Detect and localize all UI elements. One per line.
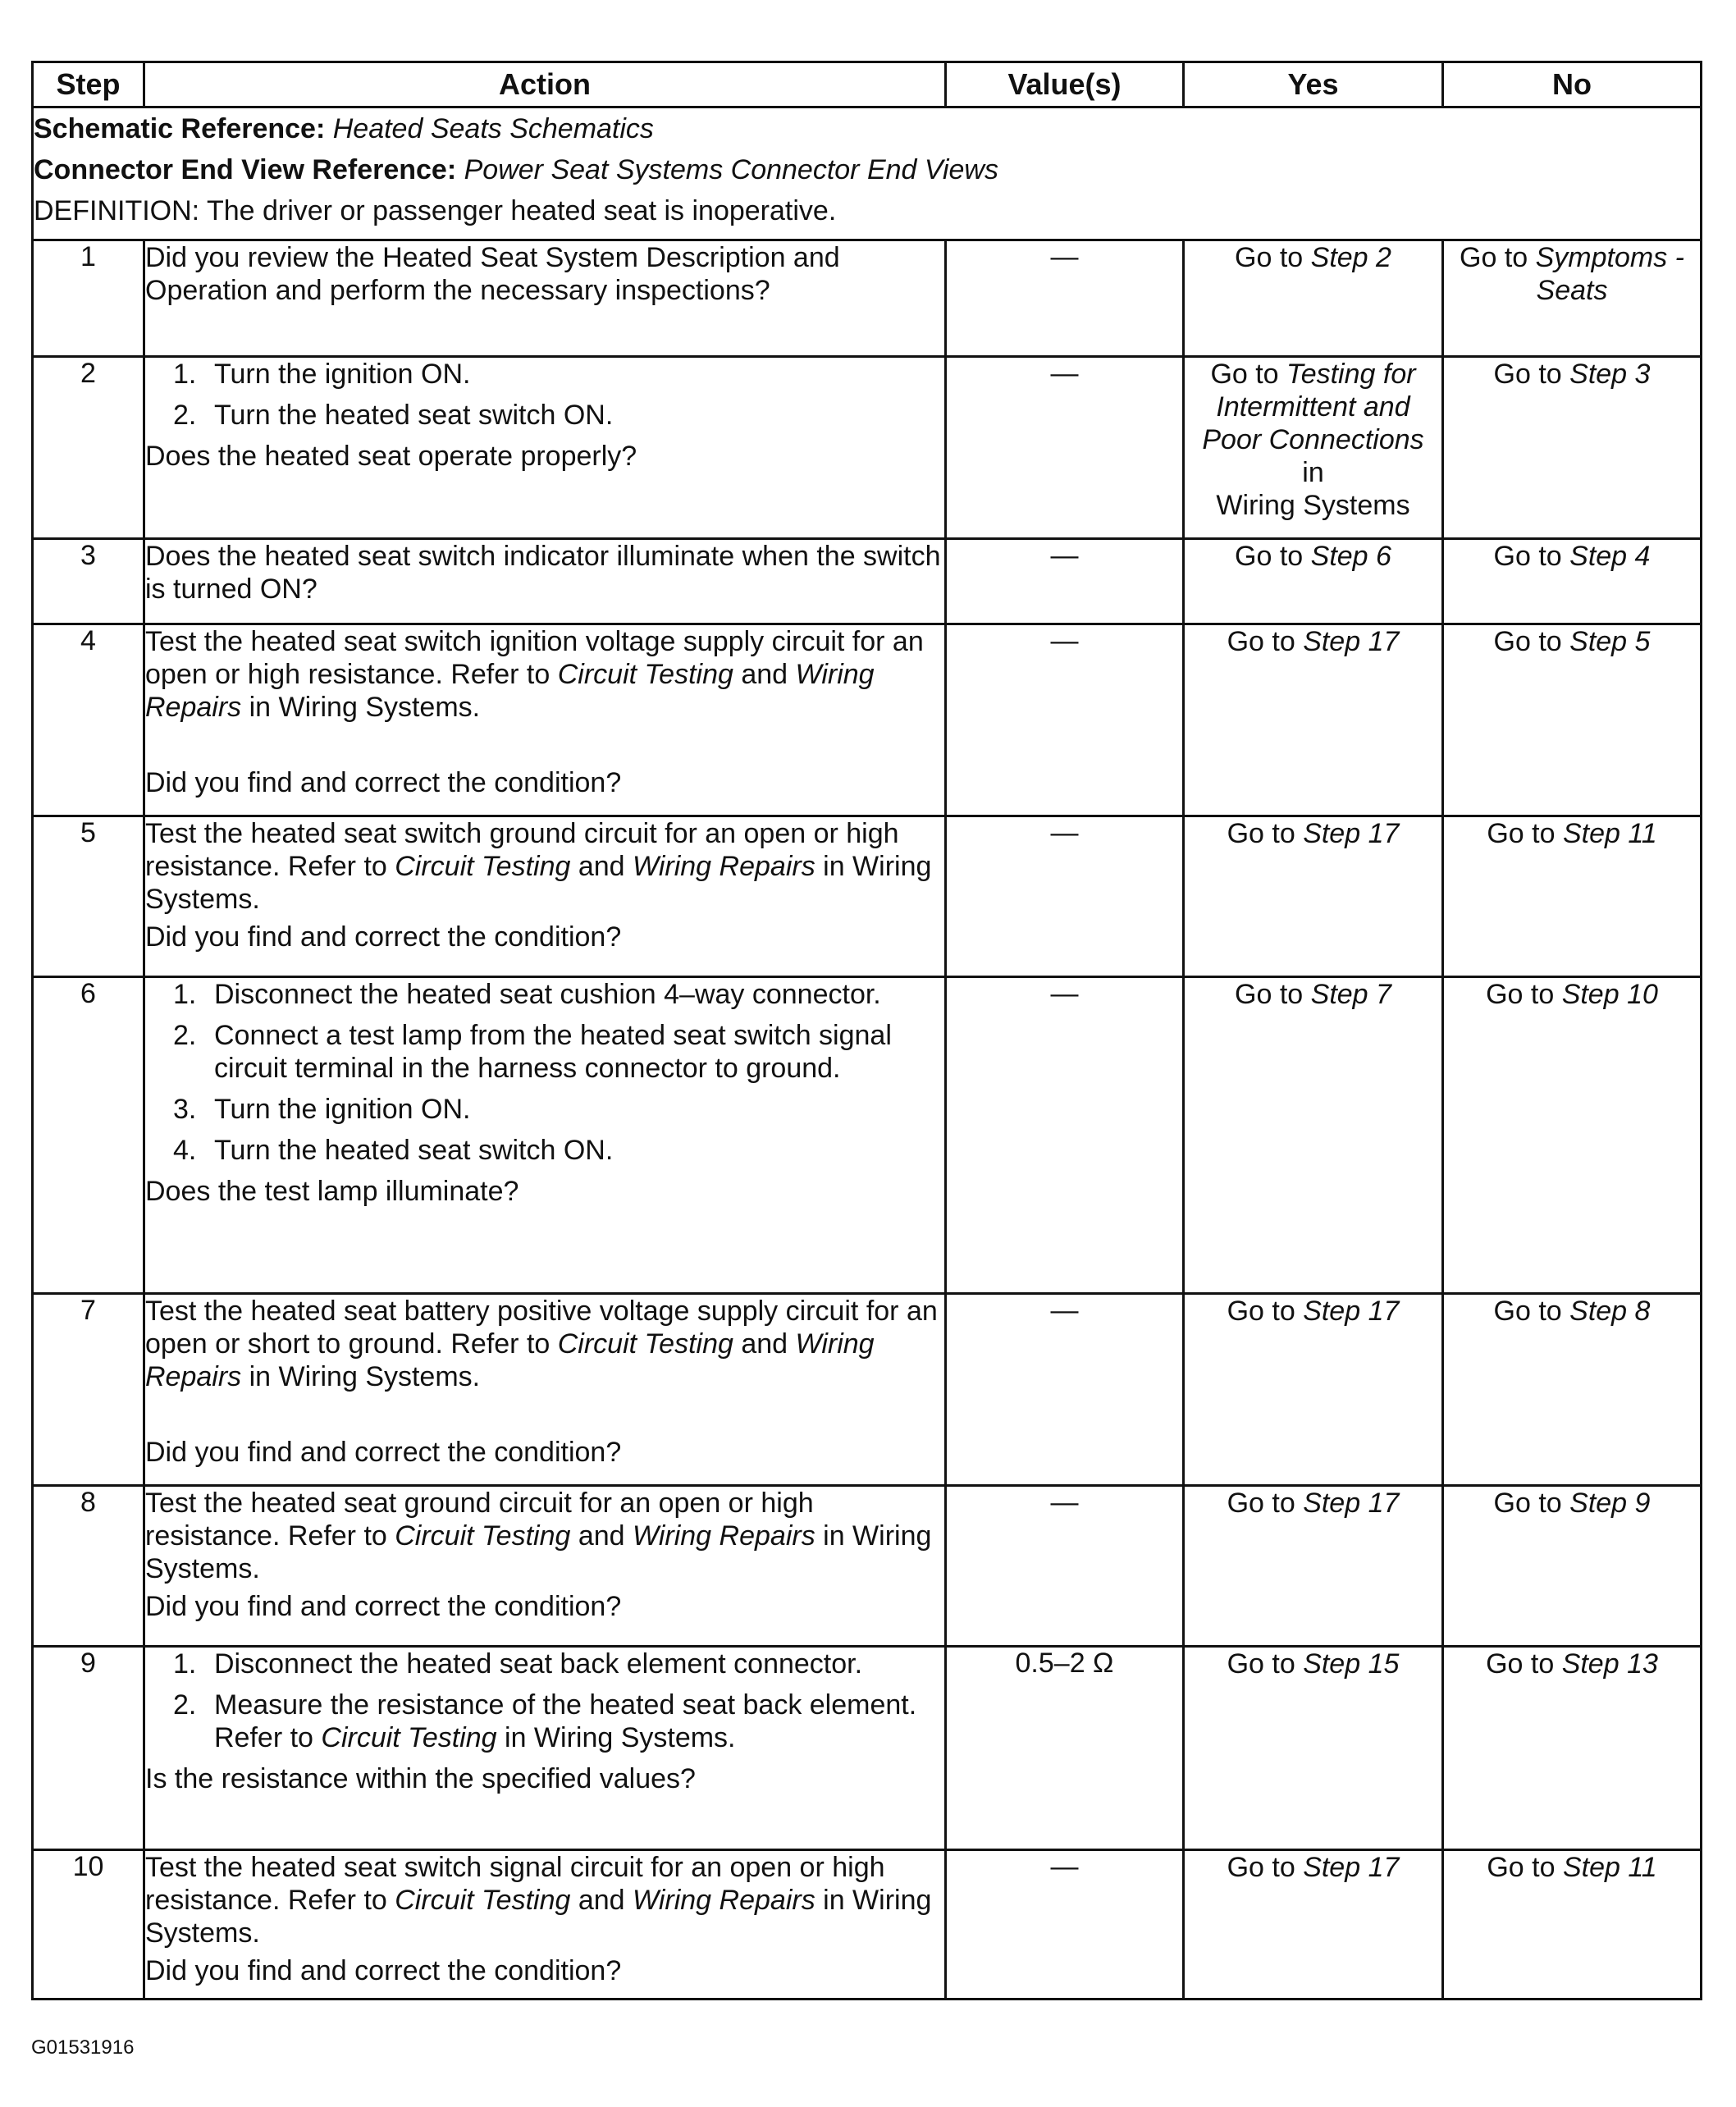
no-link[interactable]: Step 4: [1569, 541, 1651, 572]
step-number: 1: [33, 240, 144, 357]
circuit-testing-link[interactable]: Circuit Testing: [395, 1520, 571, 1552]
yes-link[interactable]: Step 17: [1303, 1488, 1400, 1519]
no-prefix: Go to: [1486, 1648, 1562, 1680]
action-question: Did you find and correct the condition?: [145, 921, 622, 953]
circuit-testing-link[interactable]: Circuit Testing: [557, 659, 733, 690]
no-cell: [1443, 1294, 1702, 1486]
table-row: [33, 1294, 1702, 1486]
yes-link[interactable]: Testing for Intermittent and Poor Connections: [1202, 359, 1424, 455]
yes-link[interactable]: Step 17: [1303, 1852, 1400, 1883]
action-cell: Test the heated seat switch ignition voltage supply circuit for an open or high resistance. Refer to Circuit Testing and Wiring Repairs in Wiring Systems. Did you find and correct the condition?: [144, 624, 946, 816]
yes-prefix: Go to: [1227, 1296, 1304, 1327]
no-cell: [1443, 624, 1702, 816]
no-link[interactable]: Step 13: [1561, 1648, 1658, 1680]
action-cell: [144, 240, 946, 357]
table-row: [33, 539, 1702, 624]
table-row: [33, 624, 1702, 816]
action-cell: [144, 539, 946, 624]
schematic-reference-link[interactable]: Heated Seats Schematics: [332, 113, 654, 144]
yes-link[interactable]: Step 15: [1303, 1648, 1400, 1680]
value-cell: —: [946, 816, 1184, 977]
no-prefix: Go to: [1493, 1488, 1570, 1519]
header-no: No: [1443, 62, 1702, 107]
value-cell: —: [946, 539, 1184, 624]
action-cell: [144, 357, 946, 539]
wiring-repairs-link[interactable]: Wiring Repairs: [633, 851, 815, 882]
value-cell: —: [946, 1850, 1184, 2000]
list-item: 4. Turn the heated seat switch ON.: [173, 1135, 614, 1166]
yes-cell: [1184, 1850, 1443, 2000]
figure-id: G01531916: [31, 2036, 135, 2059]
connector-reference-link[interactable]: Power Seat Systems Connector End Views: [464, 154, 998, 185]
action-question: Did you find and correct the condition?: [145, 767, 622, 798]
yes-cell: [1184, 1647, 1443, 1850]
yes-link[interactable]: Step 2: [1310, 242, 1391, 273]
action-list: [145, 358, 944, 432]
yes-prefix: Go to: [1227, 1488, 1304, 1519]
list-item: 2. Measure the resistance of the heated seat back element. Refer to Circuit Testing in Wiring Systems.: [173, 1689, 917, 1753]
yes-link[interactable]: Step 17: [1303, 1296, 1400, 1327]
circuit-testing-link[interactable]: Circuit Testing: [557, 1328, 733, 1360]
yes-cell: [1184, 624, 1443, 816]
table-row: [33, 240, 1702, 357]
table-row: [33, 816, 1702, 977]
header-action: Action: [144, 62, 946, 107]
yes-prefix: Go to: [1235, 979, 1311, 1010]
yes-prefix: Go to: [1227, 1852, 1304, 1883]
action-question: Did you find and correct the condition?: [145, 1437, 622, 1468]
action-question: Is the resistance within the specified values?: [145, 1763, 696, 1794]
header-row: [33, 62, 1702, 107]
yes-cell: [1184, 357, 1443, 539]
action-cell: Test the heated seat battery positive voltage supply circuit for an open or short to ground. Refer to Circuit Testing and Wiring Repairs in Wiring Systems. Did you find and correct the condition?: [144, 1294, 946, 1486]
connector-reference-label: Connector End View Reference:: [34, 154, 457, 185]
value-cell: —: [946, 624, 1184, 816]
value-cell: —: [946, 240, 1184, 357]
no-link[interactable]: Step 11: [1562, 818, 1657, 849]
schematic-reference-label: Schematic Reference:: [34, 113, 326, 144]
yes-link[interactable]: Step 17: [1303, 626, 1400, 657]
action-question: Did you find and correct the condition?: [145, 1591, 622, 1622]
step-number: 2: [33, 357, 144, 539]
yes-prefix: Go to: [1227, 626, 1304, 657]
value-cell: —: [946, 357, 1184, 539]
yes-suffix-2: Wiring Systems: [1216, 490, 1410, 521]
no-link[interactable]: Step 3: [1569, 359, 1651, 390]
no-prefix: Go to: [1486, 979, 1562, 1010]
no-link[interactable]: Step 8: [1569, 1296, 1651, 1327]
step-number: 5: [33, 816, 144, 977]
no-cell: [1443, 1647, 1702, 1850]
no-link[interactable]: Symptoms - Seats: [1535, 242, 1684, 306]
no-cell: [1443, 539, 1702, 624]
no-cell: [1443, 240, 1702, 357]
step-number: 7: [33, 1294, 144, 1486]
no-cell: [1443, 357, 1702, 539]
circuit-testing-link[interactable]: Circuit Testing: [321, 1722, 497, 1753]
wiring-repairs-link[interactable]: Wiring Repairs: [633, 1885, 815, 1916]
action-cell: Test the heated seat switch ground circuit for an open or high resistance. Refer to Circuit Testing and Wiring Repairs in Wiring Systems. Did you find and correct the condition?: [144, 816, 946, 977]
list-item: 2. Connect a test lamp from the heated seat switch signal circuit terminal in the harness connector to ground.: [173, 1020, 892, 1084]
yes-link[interactable]: Step 17: [1303, 818, 1400, 849]
header-step: Step: [33, 62, 144, 107]
circuit-testing-link[interactable]: Circuit Testing: [395, 1885, 571, 1916]
value-cell: 0.5–2 Ω: [946, 1647, 1184, 1850]
no-prefix: Go to: [1493, 1296, 1570, 1327]
no-link[interactable]: Step 5: [1569, 626, 1651, 657]
yes-prefix: Go to: [1227, 818, 1304, 849]
definition-text: DEFINITION: The driver or passenger heated seat is inoperative.: [34, 195, 837, 226]
no-cell: [1443, 1850, 1702, 2000]
action-cell: [144, 977, 946, 1294]
yes-prefix: Go to: [1227, 1648, 1304, 1680]
action-text: Did you review the Heated Seat System Description and Operation and perform the necessary inspections?: [145, 242, 840, 306]
no-cell: [1443, 816, 1702, 977]
connector-reference: [34, 149, 1700, 190]
step-number: 10: [33, 1850, 144, 2000]
no-prefix: Go to: [1493, 359, 1570, 390]
wiring-repairs-link[interactable]: Wiring Repairs: [145, 659, 875, 723]
action-text: Does the heated seat switch indicator illuminate when the switch is turned ON?: [145, 541, 941, 605]
yes-cell: [1184, 816, 1443, 977]
no-prefix: Go to: [1493, 626, 1570, 657]
no-prefix: Go to: [1493, 541, 1570, 572]
table-row: [33, 357, 1702, 539]
no-link[interactable]: Step 11: [1562, 1852, 1657, 1883]
reference-row: [33, 107, 1702, 240]
table-row: [33, 1647, 1702, 1850]
list-item: 3. Turn the ignition ON.: [173, 1094, 471, 1125]
value-cell: —: [946, 1486, 1184, 1647]
step-number: 9: [33, 1647, 144, 1850]
header-yes: Yes: [1184, 62, 1443, 107]
wiring-repairs-link[interactable]: Wiring Repairs: [633, 1520, 815, 1552]
action-cell: Test the heated seat switch signal circuit for an open or high resistance. Refer to Circuit Testing and Wiring Repairs in Wiring Systems. Did you find and correct the condition?: [144, 1850, 946, 2000]
schematic-reference: [34, 108, 1700, 149]
yes-cell: [1184, 539, 1443, 624]
table-row: [33, 1486, 1702, 1647]
action-list: [145, 1648, 944, 1754]
list-item: 1. Disconnect the heated seat back element connector.: [173, 1648, 863, 1680]
no-cell: [1443, 977, 1702, 1294]
no-prefix: Go to: [1487, 1852, 1563, 1883]
yes-prefix: Go to: [1210, 359, 1287, 390]
action-question: Does the test lamp illuminate?: [145, 1176, 519, 1207]
step-number: 3: [33, 539, 144, 624]
list-item: 1. Turn the ignition ON.: [173, 359, 471, 390]
diagnostic-table-sheet: [31, 61, 1700, 2000]
step-number: 4: [33, 624, 144, 816]
header-value: Value(s): [946, 62, 1184, 107]
value-cell: —: [946, 977, 1184, 1294]
list-item: 2. Turn the heated seat switch ON.: [173, 400, 614, 431]
yes-link[interactable]: Step 6: [1310, 541, 1391, 572]
yes-prefix: Go to: [1235, 242, 1311, 273]
no-link[interactable]: Step 10: [1561, 979, 1658, 1010]
reference-cell: [33, 107, 1702, 240]
step-number: 6: [33, 977, 144, 1294]
table-row: [33, 1850, 1702, 2000]
step-number: 8: [33, 1486, 144, 1647]
yes-link[interactable]: Step 7: [1310, 979, 1391, 1010]
action-cell: Test the heated seat ground circuit for an open or high resistance. Refer to Circuit Testing and Wiring Repairs in Wiring Systems. Did you find and correct the condition?: [144, 1486, 946, 1647]
action-list: [145, 978, 944, 1167]
action-question: Did you find and correct the condition?: [145, 1955, 622, 1986]
value-cell: —: [946, 1294, 1184, 1486]
yes-cell: [1184, 1486, 1443, 1647]
yes-suffix: in: [1302, 457, 1324, 488]
no-cell: [1443, 1486, 1702, 1647]
no-prefix: Go to: [1487, 818, 1563, 849]
yes-prefix: Go to: [1235, 541, 1311, 572]
no-link[interactable]: Step 9: [1569, 1488, 1651, 1519]
yes-cell: [1184, 977, 1443, 1294]
wiring-repairs-link[interactable]: Wiring Repairs: [145, 1328, 875, 1392]
yes-cell: [1184, 1294, 1443, 1486]
table-row: [33, 977, 1702, 1294]
action-cell: [144, 1647, 946, 1850]
action-question: Does the heated seat operate properly?: [145, 441, 637, 472]
circuit-testing-link[interactable]: Circuit Testing: [395, 851, 571, 882]
list-item: 1. Disconnect the heated seat cushion 4–way connector.: [173, 979, 881, 1010]
yes-cell: [1184, 240, 1443, 357]
no-prefix: Go to: [1460, 242, 1536, 273]
diagnostic-table: [31, 61, 1702, 2000]
